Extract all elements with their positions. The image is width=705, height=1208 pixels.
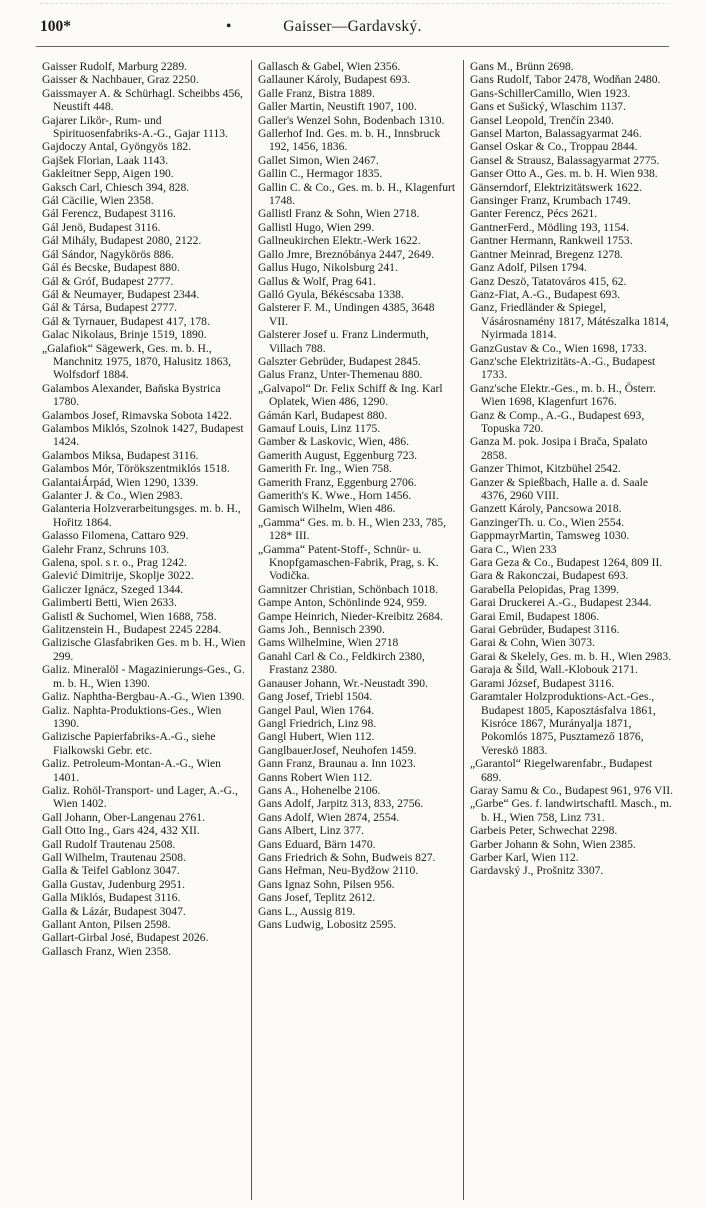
- directory-entry: Gál Cäcilie, Wien 2358.: [42, 194, 154, 208]
- directory-entry: Gall Rudolf Trautenau 2508.: [42, 837, 176, 851]
- directory-entry: Galambos Josef, Rimavska Sobota 1422.: [42, 408, 232, 422]
- directory-entry: Gallneukirchen Elektr.-Werk 1622.: [258, 234, 421, 248]
- directory-entry: Ganza M. pok. Josipa i Brača, Spalato 2858.: [470, 435, 648, 462]
- directory-entry: Gans A., Hohenelbe 2106.: [258, 783, 381, 797]
- directory-entry: Gallerhof Ind. Ges. m. b. H., Innsbruck 192, 1456, 1836.: [258, 127, 441, 154]
- directory-entry: Garaja & Šild, Wall.-Klobouk 2171.: [470, 663, 638, 677]
- directory-entry: Galsterer Josef u. Franz Lindermuth, Villach 788.: [258, 328, 429, 355]
- directory-entry: Galambos Alexander, Baňska Bystrica 1780.: [42, 381, 221, 409]
- column-divider: [251, 60, 252, 1200]
- directory-entry: Ganz Deszö, Tatatováros 415, 62.: [470, 274, 627, 288]
- directory-entry: Galiz. Naphta-Produktions-Ges., Wien 1390.: [42, 703, 222, 730]
- directory-entry: Gans et Sušický, Wlaschim 1137.: [470, 100, 626, 114]
- directory-entry: Gall Johann, Ober-Langenau 2761.: [42, 810, 205, 824]
- directory-entry: Gaksch Carl, Chiesch 394, 828.: [42, 180, 190, 194]
- directory-entry: Ganz Adolf, Pilsen 1794.: [470, 261, 587, 275]
- directory-entry: Galla Gustav, Judenburg 2951.: [42, 877, 185, 891]
- directory-entry: Gams Joh., Bennisch 2390.: [258, 623, 385, 637]
- directory-entry: Galle Franz, Bistra 1889.: [258, 86, 375, 100]
- directory-entry: Gardavský J., Prošnitz 3307.: [470, 864, 604, 878]
- directory-entry: Ganz'sche Elektr.-Ges., m. b. H., Österr. Wien 1698, Klagenfurt 1676.: [470, 381, 656, 409]
- column-1: [42, 60, 247, 1200]
- directory-entry: Galizische Glasfabriken Ges. m b. H., Wien 299.: [42, 636, 246, 663]
- directory-entry: Gangl Hubert, Wien 112.: [258, 730, 375, 744]
- directory-entry: Gallasch Franz, Wien 2358.: [42, 944, 172, 958]
- directory-entry: Gajšek Florian, Laak 1143.: [42, 153, 169, 167]
- directory-entry: Gaisser Rudolf, Marburg 2289.: [42, 60, 188, 73]
- directory-entry: Gamber & Laskovic, Wien, 486.: [258, 435, 409, 449]
- directory-entry: Gál Jenö, Budapest 3116.: [42, 220, 161, 234]
- page-title: Gaisser—Gardavský.: [283, 18, 422, 35]
- directory-entry: Gál & Tyrnauer, Budapest 417, 178.: [42, 314, 210, 328]
- directory-entry: Gara Geza & Co., Budapest 1264, 809 II.: [470, 556, 663, 570]
- directory-entry: Gänserndorf, Elektrizitätswerk 1622.: [470, 180, 642, 194]
- directory-entry: Galló Gyula, Békéscsaba 1338.: [258, 287, 404, 301]
- directory-entry: Gamerith Fr. Ing., Wien 758.: [258, 462, 392, 476]
- directory-entry: Gallin C. & Co., Ges. m. b. H., Klagenfurt 1748.: [258, 180, 456, 208]
- directory-entry: Gans-SchillerCamillo, Wien 1923.: [470, 86, 631, 100]
- directory-entry: Gans L., Aussig 819.: [258, 904, 356, 918]
- directory-entry: Gantner Meinrad, Bregenz 1278.: [470, 247, 623, 261]
- directory-entry: Galambos Mór, Törökszentmiklós 1518.: [42, 462, 230, 476]
- directory-entry: Gans Eduard, Bärn 1470.: [258, 837, 376, 851]
- page-number: 100*: [40, 18, 71, 35]
- directory-entry: Galac Nikolaus, Brinje 1519, 1890.: [42, 328, 207, 342]
- directory-entry: Ganns Robert Wien 112.: [258, 770, 373, 784]
- directory-entry: Garber Johann & Sohn, Wien 2385.: [470, 837, 636, 851]
- directory-entry: Garbeis Peter, Schwechat 2298.: [470, 824, 618, 838]
- directory-entry: Ganauser Johann, Wr.-Neustadt 390.: [258, 676, 428, 690]
- directory-entry: Gampe Heinrich, Nieder-Kreibitz 2684.: [258, 609, 443, 623]
- directory-entry: Galambos Miklós, Szolnok 1427, Budapest 1424.: [42, 421, 244, 449]
- directory-entry: Galla & Teifel Gablonz 3047.: [42, 864, 180, 878]
- directory-entry: „Galvapol“ Dr. Felix Schiff & Ing. Karl Oplatek, Wien 486, 1290.: [258, 381, 443, 409]
- directory-entry: Gál & Neumayer, Budapest 2344.: [42, 287, 200, 301]
- directory-entry: Galsterer F. M., Undingen 4385, 3648 VII.: [258, 301, 435, 328]
- directory-entry: Gamerith August, Eggenburg 723.: [258, 448, 418, 462]
- directory-entry: Gansel Marton, Balassagyarmat 246.: [470, 127, 642, 141]
- directory-entry: Gallus & Wolf, Prag 641.: [258, 274, 377, 288]
- directory-entry: Ganz & Comp., A.-G., Budapest 693, Topuska 720.: [470, 408, 645, 435]
- directory-entry: Galla Miklós, Budapest 3116.: [42, 891, 181, 905]
- column-3: [470, 60, 675, 1200]
- directory-entry: Gallart-Girbal José, Budapest 2026.: [42, 931, 209, 945]
- directory-entry: „Gamma“ Patent-Stoff-, Schnür- u. Knopfgamaschen-Fabrik, Prag, s. K. Vodička.: [258, 542, 439, 583]
- header-marker: •: [226, 18, 232, 35]
- directory-entry: Ganter Ferencz, Pécs 2621.: [470, 207, 598, 221]
- directory-entry: Garay Samu & Co., Budapest 961, 976 VII.: [470, 783, 673, 797]
- directory-entry: Gangel Paul, Wien 1764.: [258, 703, 375, 717]
- directory-entry: Ganser Otto A., Ges. m. b. H. Wien 938.: [470, 167, 658, 181]
- directory-entry: Ganzer Thimot, Kitzbühel 2542.: [470, 462, 621, 476]
- directory-entry: Gans Heřman, Neu-Bydžow 2110.: [258, 864, 419, 878]
- directory-entry: Gál Ferencz, Budapest 3116.: [42, 207, 176, 221]
- directory-entry: Galiz. Mineralöl - Magazinierungs-Ges., G. m. b. H., Wien 1390.: [42, 663, 245, 690]
- directory-entry: Galizische Papierfabriks-A.-G., siehe Fialkowski Gebr. etc.: [42, 730, 216, 757]
- directory-entry: Gámán Karl, Budapest 880.: [258, 408, 388, 422]
- directory-entry: Gans Adolf, Wien 2874, 2554.: [258, 810, 400, 824]
- directory-entry: Gantner Hermann, Rankweil 1753.: [470, 234, 633, 248]
- directory-entry: Gams Wilhelmine, Wien 2718: [258, 636, 399, 650]
- directory-entry: Gál Mihály, Budapest 2080, 2122.: [42, 234, 202, 248]
- directory-entry: Ganahl Carl & Co., Feldkirch 2380, Frastanz 2380.: [258, 649, 425, 677]
- directory-entry: Gans M., Brünn 2698.: [470, 60, 574, 73]
- directory-entry: Gall Wilhelm, Trautenau 2508.: [42, 850, 186, 864]
- directory-entry: Gál & Gróf, Budapest 2777.: [42, 274, 174, 288]
- directory-entry: Gallant Anton, Pilsen 2598.: [42, 918, 171, 931]
- directory-entry: Galiz. Naphtha-Bergbau-A.-G., Wien 1390.: [42, 690, 245, 704]
- directory-entry: „Garbe“ Ges. f. landwirtschaftl. Masch., m. b. H., Wien 758, Linz 731.: [470, 797, 672, 824]
- directory-entry: Galiz. Rohöl-Transport- und Lager, A.-G., Wien 1402.: [42, 783, 238, 811]
- directory-entry: Gallauner Károly, Budapest 693.: [258, 73, 411, 87]
- directory-entry: Galla & Lázár, Budapest 3047.: [42, 904, 186, 918]
- directory-entry: Gaisser & Nachbauer, Graz 2250.: [42, 73, 199, 87]
- directory-entry: Gansel Leopold, Trenčín 2340.: [470, 113, 614, 127]
- page-header: [36, 16, 669, 44]
- column-divider: [463, 60, 464, 1200]
- directory-entry: Gans Josef, Teplitz 2612.: [258, 891, 376, 905]
- directory-entry: Galević Dimitrije, Skoplje 3022.: [42, 569, 194, 583]
- directory-entry: Gallistl Franz & Sohn, Wien 2718.: [258, 207, 420, 221]
- directory-entry: Garai & Cohn, Wien 3073.: [470, 636, 595, 650]
- directory-entry: Gans Ignaz Sohn, Pilsen 956.: [258, 877, 395, 891]
- directory-entry: Galszter Gebrüder, Budapest 2845.: [258, 354, 421, 368]
- directory-entry: Ganzer & Spießbach, Halle a. d. Saale 4376, 2960 VIII.: [470, 475, 649, 502]
- directory-entry: Garabella Pelopidas, Prag 1399.: [470, 582, 620, 596]
- directory-entry: Gampe Anton, Schönlinde 924, 959.: [258, 596, 428, 610]
- directory-entry: Gajdoczy Antal, Gyöngyös 182.: [42, 140, 192, 154]
- directory-entry: Ganzett Károly, Pancsowa 2018.: [470, 502, 622, 516]
- directory-entry: GanzGustav & Co., Wien 1698, 1733.: [470, 341, 647, 355]
- directory-entry: Gangl Friedrich, Linz 98.: [258, 716, 377, 730]
- directory-entry: GanglbauerJosef, Neuhofen 1459.: [258, 743, 417, 757]
- directory-entry: Gakleitner Sepp, Aigen 190.: [42, 167, 174, 181]
- directory-entry: Gál és Becske, Budapest 880.: [42, 261, 180, 275]
- directory-entry: GanzingerTh. u. Co., Wien 2554.: [470, 515, 625, 529]
- directory-entry: Gallo Jmre, Breznóbánya 2447, 2649.: [258, 247, 435, 261]
- directory-entry: Gall Otto Ing., Gars 424, 432 XII.: [42, 824, 200, 838]
- directory-entry: Gans Albert, Linz 377.: [258, 824, 364, 838]
- directory-entry: Galena, spol. s r. o., Prag 1242.: [42, 556, 187, 570]
- directory-entry: Galler's Wenzel Sohn, Bodenbach 1310.: [258, 113, 445, 127]
- directory-entry: Garai Druckerei A.-G., Budapest 2344.: [470, 596, 652, 610]
- directory-entry: Gara & Rakonczai, Budapest 693.: [470, 569, 629, 583]
- directory-entry: Gallus Hugo, Nikolsburg 241.: [258, 261, 398, 275]
- directory-entry: Gans Adolf, Jarpitz 313, 833, 2756.: [258, 797, 424, 811]
- directory-entry: Galitzenstein H., Budapest 2245 2284.: [42, 623, 222, 637]
- directory-entry: „Garantol“ Riegelwarenfabr., Budapest 689.: [470, 757, 653, 784]
- directory-entry: Garai Gebrüder, Budapest 3116.: [470, 623, 620, 637]
- directory-entry: Gans Friedrich & Sohn, Budweis 827.: [258, 850, 436, 864]
- directory-entry: „Gamma“ Ges. m. b. H., Wien 233, 785, 128* III.: [258, 515, 447, 543]
- directory-entry: Gans Ludwig, Lobositz 2595.: [258, 918, 397, 931]
- directory-entry: Galehr Franz, Schruns 103.: [42, 542, 170, 556]
- directory-entry: Galanter J. & Co., Wien 2983.: [42, 489, 183, 502]
- directory-entry: Gang Josef, Triebl 1504.: [258, 690, 373, 704]
- directory-entry: GalantaiÁrpád, Wien 1290, 1339.: [42, 475, 199, 489]
- directory-entry: Gallet Simon, Wien 2467.: [258, 153, 379, 167]
- directory-entry: Gallin C., Hermagor 1835.: [258, 167, 383, 181]
- directory-entry: Galambos Miksa, Budapest 3116.: [42, 448, 199, 462]
- column-2: [258, 60, 456, 1200]
- directory-entry: Gaissmayer A. & Schürhagl. Scheibbs 456, Neustift 448.: [42, 86, 243, 114]
- directory-entry: Ganz-Fiat, A.-G., Budapest 693.: [470, 287, 621, 301]
- directory-entry: Gara C., Wien 233: [470, 542, 557, 556]
- directory-entry: Gamerith's K. Wwe., Horn 1456.: [258, 489, 412, 502]
- directory-entry: Galler Martin, Neustift 1907, 100.: [258, 100, 417, 114]
- directory-entry: Gans Rudolf, Tabor 2478, Wodňan 2480.: [470, 73, 661, 87]
- directory-entry: Gamauf Louis, Linz 1175.: [258, 421, 381, 435]
- directory-entry: Gamisch Wilhelm, Wien 486.: [258, 502, 396, 516]
- directory-entry: Galasso Filomena, Cattaro 929.: [42, 529, 189, 543]
- directory-entry: „Galafiok“ Sägewerk, Ges. m. b. H., Manchnitz 1975, 1870, Halusitz 1863, Wolfsdorf 1884.: [42, 341, 232, 382]
- directory-entry: Ganz'sche Elektrizitäts-A.-G., Budapest 1733.: [470, 354, 656, 382]
- directory-entry: GappmayrMartin, Tamsweg 1030.: [470, 529, 630, 543]
- directory-entry: Ganz, Friedländer & Spiegel, Vásárosnamény 1817, Mátészalka 1814, Nyirmada 1814.: [470, 301, 669, 342]
- directory-entry: Gál Sándor, Nagykörös 886.: [42, 247, 174, 261]
- header-rule: [36, 46, 669, 47]
- directory-entry: Gallistl Hugo, Wien 299.: [258, 220, 375, 234]
- directory-entry: Gamerith Franz, Eggenburg 2706.: [258, 475, 417, 489]
- directory-entry: Gamnitzer Christian, Schönbach 1018.: [258, 582, 438, 596]
- directory-entry: Gál & Társa, Budapest 2777.: [42, 301, 178, 315]
- scan-artifact: [40, 3, 665, 6]
- directory-entry: Gansel & Strausz, Balassagyarmat 2775.: [470, 153, 660, 167]
- directory-entry: Gallasch & Gabel, Wien 2356.: [258, 60, 401, 73]
- directory-entry: Galistl & Suchomel, Wien 1688, 758.: [42, 609, 217, 623]
- directory-entry: Galiczer Ignácz, Szeged 1344.: [42, 582, 184, 596]
- directory-entry: Galus Franz, Unter-Themenau 880.: [258, 368, 423, 382]
- directory-entry: Garamtaler Holzproduktions-Act.-Ges., Budapest 1805, Kaposztásfalva 1861, Kisróce 1867, Murányalja 1871, Pokomlós 1875, Pusztamező 1876, Vereskö 1883.: [470, 690, 656, 757]
- directory-entry: Garber Karl, Wien 112.: [470, 850, 579, 864]
- directory-entry: Galanteria Holzverarbeitungsges. m. b. H., Hořitz 1864.: [42, 502, 241, 529]
- directory-entry: Garai & Skelely, Ges. m. b. H., Wien 2983.: [470, 649, 672, 663]
- directory-entry: Gajarer Likör-, Rum- und Spirituosenfabriks-A.-G., Gajar 1113.: [42, 113, 228, 141]
- directory-entry: Garai Emil, Budapest 1806.: [470, 609, 600, 623]
- directory-entry: Galiz. Petroleum-Montan-A.-G., Wien 1401.: [42, 757, 221, 784]
- directory-entry: Galimberti Betti, Wien 2633.: [42, 596, 177, 610]
- directory-entry: Gansel Oskar & Co., Troppau 2844.: [470, 140, 638, 154]
- directory-entry: Garami József, Budapest 3116.: [470, 676, 615, 690]
- directory-entry: Gann Franz, Braunau a. Inn 1023.: [258, 757, 416, 771]
- directory-entry: Gansinger Franz, Krumbach 1749.: [470, 194, 631, 208]
- directory-entry: GantnerFerd., Mödling 193, 1154.: [470, 220, 629, 234]
